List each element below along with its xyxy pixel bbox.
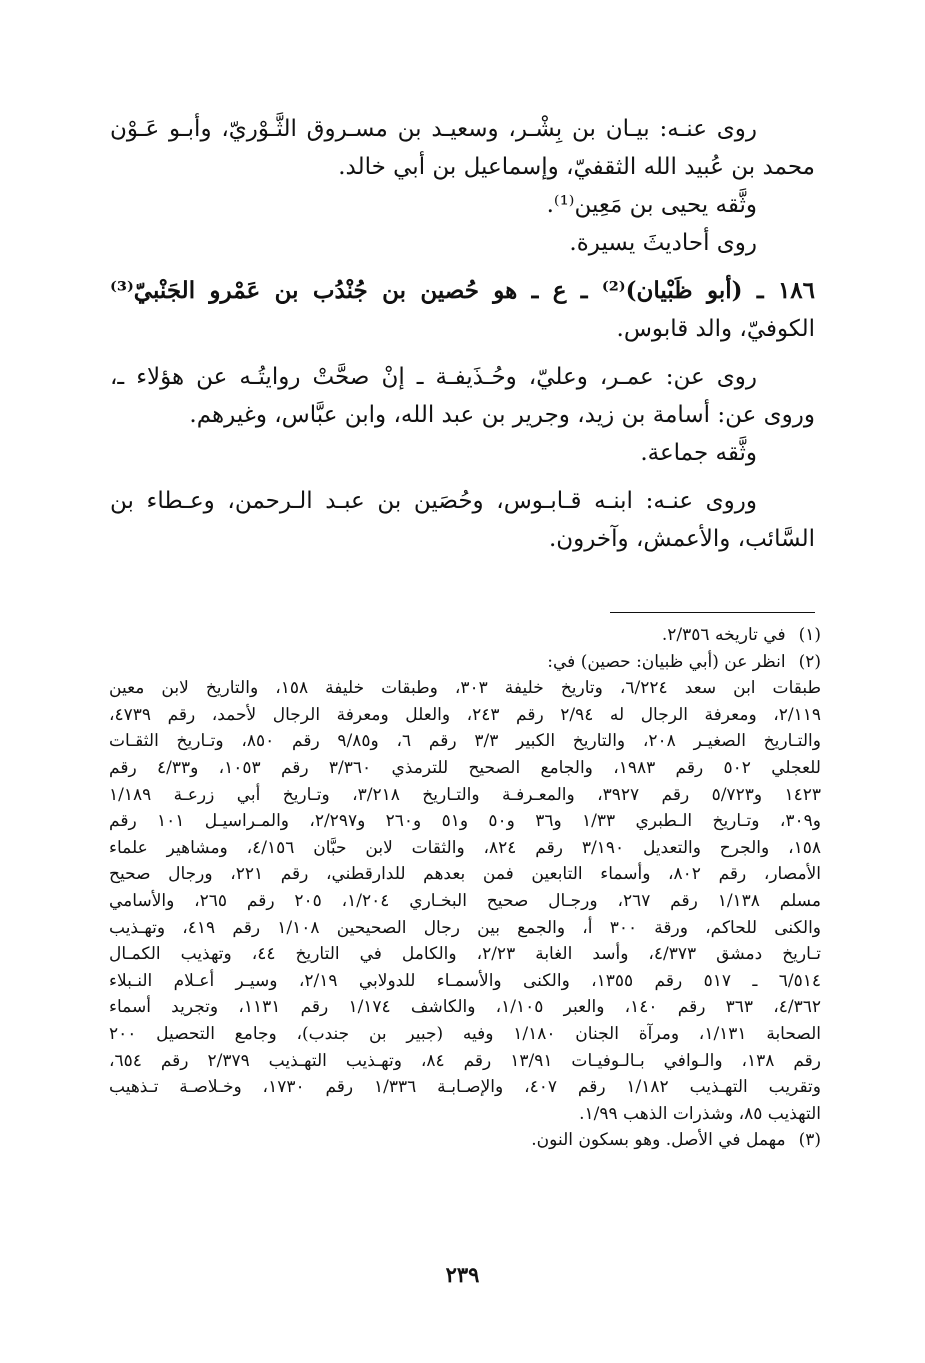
main-line: روى عن: عمـر، وعليّ، وحُـذَيفـة ـ إنْ صحَّتْ روايتُـه عن هؤلاء ـ،: [110, 364, 757, 390]
footnote-number: (١): [798, 625, 821, 645]
footnote-text: في تاريخه ٢/٣٥٦.: [661, 625, 786, 645]
footnote-line: ١٥٨، والجرح والتعديل ٣/١٩٠ رقم ٨٢٤، والثقات لابن حبَّان ٤/١٥٦، ومشاهير علماء: [109, 837, 821, 858]
footnote-2-body: [109, 675, 821, 1127]
entry-heading: ١٨٦ ـ (أبو ظَبْيان)⁽²⁾ ـ ع ـ هو حُصين بن جُنْدُب بن عَمْرو الجَنْبيّ⁽³⁾: [110, 277, 815, 304]
footnote-line: والتـاريخ الصغيـر ٢٠٨، والتاريخ الكبير ٣/٣ رقم ٦، و٩/٨٥ رقم ٨٥٠، وتـاريخ الثقـات: [109, 731, 821, 752]
footnotes: [109, 622, 821, 1154]
footnote-2: [109, 649, 821, 676]
main-line: وروى عنـه: ابنـه قـابـوس، وحُصَين بن عبـد الـرحمن، وعـطاء بن: [110, 488, 757, 514]
footnote-line: وتقريب التهـذيب ١/١٨٢ رقم ٤٠٧، والإصـابـة ١/٣٣٦ رقم ١٧٣٠، وخـلاصـة تـذهيب: [109, 1077, 821, 1098]
footnote-line: ٤/٣٦٢، ٣٦٣ رقم ١٤٠، والعبر ١/١٠٥، والكاشف ١/١٧٤ رقم ١١٣١، وتجريد أسماء: [109, 997, 821, 1018]
footnote-1: [109, 622, 821, 649]
footnote-line: مسلم ١/١٣٨ رقم ٢٦٧، ورجـال صحيح البخـاري ١/٢٠٤، ٢٠٥ رقم ٢٦٥، والأسامي: [109, 890, 822, 911]
footnote-line: تـاريخ دمشق ٤/٣٧٣، وأسد الغابة ٢/٢٣، والكامل في التاريخ ٤٤، وتهذيب الكمـال: [109, 944, 822, 965]
footnote-line: والكنى للحاكم، ورقة ٣٠٠ أ، والجمع بين رجال الصحيحين ١/١٠٨ رقم ٤١٩، وتهـذيب: [109, 917, 822, 938]
footnote-line: رقم ١٣٨، والـوافي بـالـوفيـات ١٣/٩١ رقم ٨٤، وتهـذيب التهـذيب ٢/٣٧٩ رقم ٦٥٤،: [109, 1050, 821, 1071]
main-text: [110, 110, 815, 558]
main-line: وثَّقه يحيى بن مَعِين⁽¹⁾.: [546, 192, 757, 218]
footnote-number: (٣): [798, 1130, 821, 1151]
page-number: ٢٣٩: [445, 1262, 480, 1287]
footnote-line: ١٤٢٣ و٥/٧٢٣ رقم ٣٩٢٧، والمعـرفـة والتـاريخ ٣/٢١٨، وتـاريخ أبي زرعـة ١/١٨٩: [109, 784, 821, 805]
footnote-line: الصحابة ١/١٣١، ومرآة الجنان ١/١٨٠ وفيه (جبير بن جندب)، وجامع التحصيل ٢٠٠: [109, 1023, 821, 1044]
main-line: الكوفيّ، والد قابوس.: [616, 316, 815, 342]
footnote-3: [109, 1127, 821, 1154]
footnote-text: مهمل في الأصل. وهو بسكون النون.: [531, 1130, 786, 1151]
footnote-line: التهذيب ٨٥، وشذرات الذهب ١/٩٩.: [579, 1103, 821, 1124]
footnote-line: للعجلي ٥٠٢ رقم ١٩٨٣، والجامع الصحيح للترمذي ٣/٣٦٠ رقم ١٠٥٣، و٤/٣٣ رقم: [109, 757, 821, 778]
main-line: وثَّقه جماعة.: [640, 440, 757, 466]
main-line: وروى عن: أسامة بن زيد، وجرير بن عبد الله، وابن عبَّاس، وغيرهم.: [189, 402, 815, 428]
footnote-line: ٦/٥١٤ ـ ٥١٧ رقم ١٣٥٥، والكنى والأسمـاء للدولابي ٢/١٩، وسيـر أعـلام النـبلاء: [109, 970, 821, 991]
footnote-divider: [610, 612, 815, 613]
footnote-text: انظر عن (أبي ظبيان: حصين) في:: [547, 651, 786, 672]
main-line: محمد بن عُبيد الله الثقفيّ، وإسماعيل بن أبي خالد.: [338, 154, 815, 180]
footnote-number: (٢): [798, 651, 821, 672]
footnote-line: طبقات ابن سعد ٦/٢٢٤، وتاريخ خليفة ٣٠٣، وطبقات خليفة ١٥٨، والتاريخ لابن معين: [109, 678, 822, 699]
footnote-line: ٢/١١٩، ومعرفة الرجال له ٢/٩٤ رقم ٢٤٣، والعلل ومعرفة الرجال لأحمد، رقم ٤٧٣٩،: [109, 704, 821, 725]
main-line: السَّائب، والأعمش، وآخرون.: [548, 526, 815, 552]
main-line: روى عنـه: بيـان بن بِشْـر، وسعيـد بن مسـروق الثَّـوْريّ، وأبـو عَـوْن: [110, 116, 757, 142]
footnote-line: الأمصار، رقم ٨٠٢، وأسماء التابعين فمن بعدهم للدارقطني، رقم ٢٢١، ورجال صحيح: [109, 864, 821, 885]
main-line: روى أحاديثَ يسيرة.: [569, 230, 757, 256]
footnote-line: و٣٠٩، وتـاريخ الـطبري ١/٣٣ و٣٦ و٥٠ و٥١ و٢٦٠ و٢/٢٩٧، والمـراسيـل ١٠١ رقم: [109, 811, 821, 832]
